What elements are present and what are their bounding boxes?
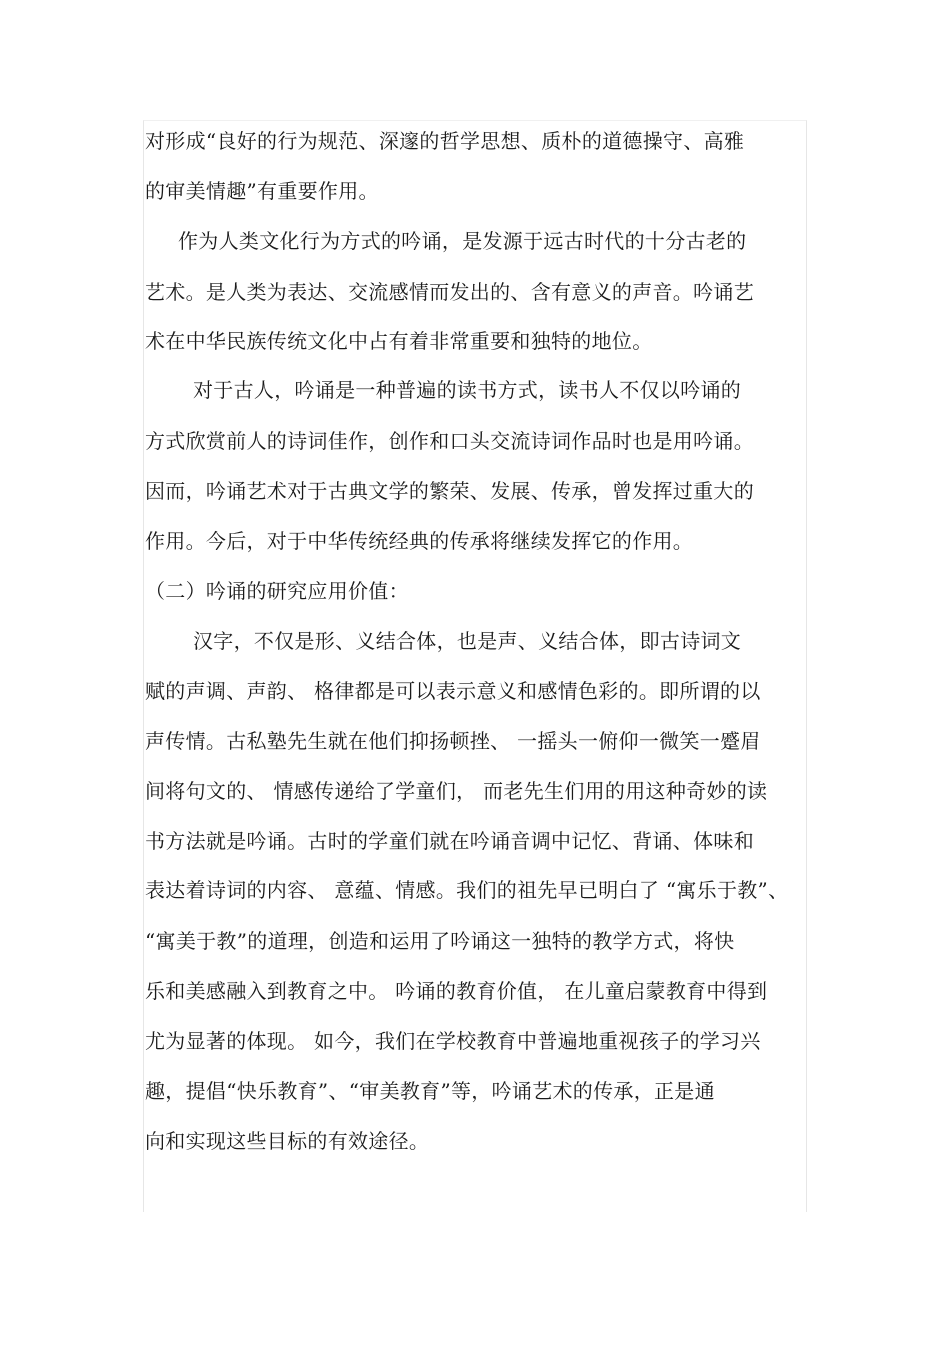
- paragraph-4-line-11: 向和实现这些目标的有效途径。: [145, 1129, 430, 1153]
- paragraph-2-line-3: 术在中华民族传统文化中占有着非常重要和独特的地位。: [145, 329, 653, 353]
- paragraph-4-line-10: 趣，提倡“快乐教育”、“审美教育”等，吟诵艺术的传承，正是通: [145, 1079, 715, 1103]
- paragraph-4-line-8: 乐和美感融入到教育之中。 吟诵的教育价值， 在儿童启蒙教育中得到: [145, 979, 768, 1003]
- paragraph-4-line-5: 书方法就是吟诵。古时的学童们就在吟诵音调中记忆、背诵、体味和: [145, 829, 754, 853]
- paragraph-3-line-2: 方式欣赏前人的诗词佳作，创作和口头交流诗词作品时也是用吟诵。: [145, 429, 754, 453]
- paragraph-4-line-2: 赋的声调、声韵、 格律都是可以表示意义和感情色彩的。即所谓的以: [145, 679, 761, 703]
- paragraph-4-line-7: “寓美于教”的道理，创造和运用了吟诵这一独特的教学方式，将快: [145, 929, 735, 953]
- paragraph-4-line-4: 间将句文的、 情感传递给了学童们， 而老先生们用的用这种奇妙的读: [145, 779, 768, 803]
- paragraph-1-line-1: 对形成“良好的行为规范、深邃的哲学思想、质朴的道德操守、高雅: [145, 129, 745, 153]
- paragraph-4-line-3: 声传情。古私塾先生就在他们抑扬顿挫、 一摇头一俯仰一微笑一蹙眉: [145, 729, 761, 753]
- paragraph-3-line-1: 对于古人，吟诵是一种普遍的读书方式，读书人不仅以吟诵的: [193, 378, 742, 402]
- paragraph-2-line-2: 艺术。是人类为表达、交流感情而发出的、含有意义的声音。吟诵艺: [145, 280, 754, 304]
- paragraph-1-line-2: 的审美情趣”有重要作用。: [145, 179, 379, 203]
- paragraph-4-line-9: 尤为显著的体现。 如今，我们在学校教育中普遍地重视孩子的学习兴: [145, 1029, 761, 1053]
- paragraph-3-line-4: 作用。今后，对于中华传统经典的传承将继续发挥它的作用。: [145, 529, 694, 553]
- paragraph-2-line-1: 作为人类文化行为方式的吟诵，是发源于远古时代的十分古老的: [178, 229, 747, 253]
- paragraph-4-line-1: 汉字，不仅是形、义结合体，也是声、义结合体，即古诗词文: [193, 629, 742, 653]
- paragraph-3-line-3: 因而，吟诵艺术对于古典文学的繁荣、发展、传承，曾发挥过重大的: [145, 479, 754, 503]
- paragraph-4-line-6: 表达着诗词的内容、 意蕴、情感。我们的祖先早已明白了 “寓乐于教”、: [145, 878, 789, 902]
- section-heading: （二）吟诵的研究应用价值：: [145, 579, 409, 603]
